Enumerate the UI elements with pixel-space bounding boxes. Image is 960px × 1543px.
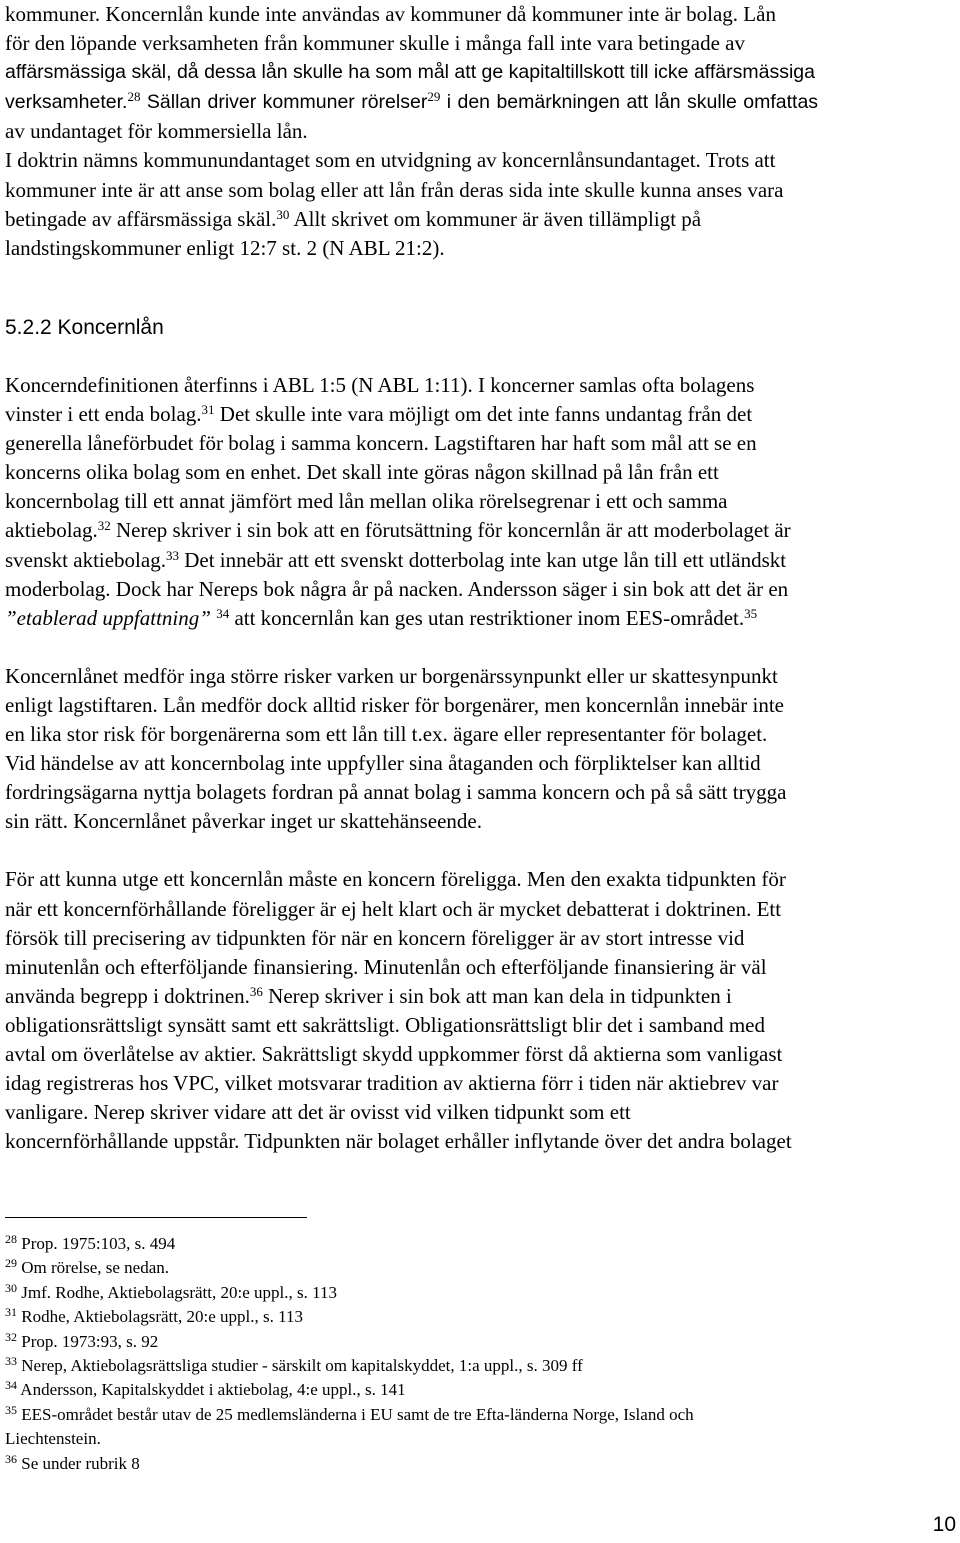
text-line: när ett koncernförhållande föreligger är ej helt klart och är mycket debatterat i doktrinen. Ett xyxy=(5,896,782,921)
text-line: För att kunna utge ett koncernlån måste en koncern föreligga. Men den exakta tidpunkten för xyxy=(5,867,786,892)
text-line: Koncernlånet medför inga större risker varken ur borgenärssynpunkt eller ur skattesynpunkt xyxy=(5,663,778,688)
text-line: minutenlån och efterföljande finansiering. Minutenlån och efterföljande finansiering är väl xyxy=(5,954,767,979)
text-run: Allt skrivet om kommuner är även tillämpligt på xyxy=(289,206,702,231)
text-line: koncernförhållande uppstår. Tidpunkten när bolaget erhåller inflytande över det andra bolaget xyxy=(5,1129,792,1154)
text-line: kommuner inte är att anse som bolag eller att lån från deras sida inte skulle kunna anses vara xyxy=(5,177,784,202)
text-line: idag registreras hos VPC, vilket motsvarar tradition av aktierna förr i tiden när aktiebrev var xyxy=(5,1071,779,1096)
footnote-item xyxy=(5,1232,955,1256)
text-line: koncerns olika bolag som en enhet. Det skall inte göras någon skillnad på lån från ett xyxy=(5,460,719,485)
text-line: vanligare. Nerep skriver vidare att det är ovisst vid vilken tidpunkt som ett xyxy=(5,1100,631,1125)
text-line: affärsmässiga skäl, då dessa lån skulle ha som mål att ge kapitaltillskott till icke affärsmässiga xyxy=(5,61,815,84)
text-run: svenskt aktiebolag. xyxy=(5,547,166,572)
footnote-ref[interactable]: 36 xyxy=(249,983,263,999)
text-line xyxy=(5,87,957,117)
footnote-divider xyxy=(5,1217,307,1218)
footnote-text: Nerep, Aktiebolagsrättsliga studier - särskilt om kapitalskyddet, 1:a uppl., s. 309 ff xyxy=(17,1356,583,1376)
footnote-item xyxy=(5,1403,955,1427)
text-line: obligationsrättsligt synsätt samt ett sakrättsligt. Obligationsrättsligt blir det i samband med xyxy=(5,1012,765,1037)
text-run: Sällan driver kommuner rörelser xyxy=(140,91,428,114)
paragraph-3 xyxy=(5,662,957,837)
footnote-number: 35 xyxy=(5,1402,17,1417)
text-line: generella låneförbudet för bolag i samma koncern. Lagstiftaren har haft som mål att se en xyxy=(5,431,757,456)
text-line xyxy=(5,604,957,633)
text-run: aktiebolag. xyxy=(5,518,98,543)
text-line: landstingskommuner enligt 12:7 st. 2 (N ABL 21:2). xyxy=(5,235,445,260)
footnote-number: 36 xyxy=(5,1451,17,1466)
footnote-text: Jmf. Rodhe, Aktiebolagsrätt, 20:e uppl., s. 113 xyxy=(17,1282,337,1302)
text-run: Det innebär att ett svenskt dotterbolag inte kan utge lån till ett utländskt xyxy=(178,547,787,572)
text-line: av undantaget för kommersiella lån. xyxy=(5,119,308,144)
footnote-ref[interactable]: 30 xyxy=(276,206,290,222)
footnote-text: Andersson, Kapitalskyddet i aktiebolag, 4:e uppl., s. 141 xyxy=(17,1380,406,1400)
text-line: koncernbolag till ett annat jämfört med lån mellan olika rörelsegrenar i ett och samma xyxy=(5,489,728,514)
footnote-text: EES-området består utav de 25 medlemsländerna i EU samt de tre Efta-länderna Norge, Island och xyxy=(17,1404,694,1424)
footnote-ref[interactable]: 33 xyxy=(165,547,179,563)
footnote-text: Rodhe, Aktiebolagsrätt, 20:e uppl., s. 113 xyxy=(17,1307,303,1327)
text-line: kommuner. Koncernlån kunde inte användas av kommuner då kommuner inte är bolag. Lån xyxy=(5,2,776,26)
text-line: enligt lagstiftaren. Lån medför dock alltid risker för borgenärer, men koncernlån innebär inte xyxy=(5,692,784,717)
footnote-item xyxy=(5,1354,955,1378)
footnote-text: Se under rubrik 8 xyxy=(17,1453,140,1473)
footnote-number: 33 xyxy=(5,1354,17,1369)
text-run: Nerep skriver i sin bok att en förutsättning för koncernlån är att moderbolaget är xyxy=(110,518,791,543)
text-line xyxy=(5,205,957,234)
body-text-lower xyxy=(5,371,957,1156)
text-line: försök till precisering av tidpunkten för när en koncern föreligger är av stort intresse vid xyxy=(5,925,745,950)
text-run: vinster i ett enda bolag. xyxy=(5,402,202,427)
footnotes xyxy=(5,1232,955,1476)
text-run: betingade av affärsmässiga skäl. xyxy=(5,206,277,231)
text-line xyxy=(5,400,957,429)
footnote-ref[interactable]: 32 xyxy=(97,518,111,534)
footnote-text: Liechtenstein. xyxy=(5,1429,101,1449)
footnote-number: 28 xyxy=(5,1232,17,1246)
italic-quote: ”etablerad uppfattning” xyxy=(5,605,211,630)
footnote-number: 34 xyxy=(5,1378,17,1393)
paragraph-4 xyxy=(5,865,957,1156)
footnote-text: Prop. 1975:103, s. 494 xyxy=(17,1234,176,1253)
footnote-ref[interactable]: 28 xyxy=(127,89,141,105)
text-line: Vid händelse av att koncernbolag inte uppfyller sina åtaganden och förpliktelser kan alltid xyxy=(5,751,761,776)
text-line xyxy=(5,516,957,545)
footnote-text: Om rörelse, se nedan. xyxy=(17,1258,170,1278)
paragraph-gap xyxy=(5,633,957,662)
paragraph-1 xyxy=(5,0,957,263)
paragraph-2 xyxy=(5,371,957,633)
footnote-item xyxy=(5,1330,955,1354)
footnote-number: 29 xyxy=(5,1256,17,1271)
text-run: verksamheter. xyxy=(5,91,128,114)
footnote-item xyxy=(5,1452,955,1476)
paragraph-gap xyxy=(5,836,957,865)
body-text xyxy=(5,0,957,263)
footnote-number: 31 xyxy=(5,1305,17,1320)
section-heading: 5.2.2 Koncernlån xyxy=(5,316,164,339)
footnote-text: Prop. 1973:93, s. 92 xyxy=(17,1331,159,1351)
footnote-ref[interactable]: 29 xyxy=(427,89,441,105)
page-number: 10 xyxy=(932,1513,956,1536)
text-line: I doktrin nämns kommunundantaget som en utvidgning av koncernlånsundantaget. Trots att xyxy=(5,148,776,173)
footnote-ref[interactable]: 34 xyxy=(216,605,230,621)
footnote-item xyxy=(5,1281,955,1305)
text-run: Nerep skriver i sin bok att man kan dela in tidpunkten i xyxy=(262,983,732,1008)
text-run: Det skulle inte vara möjligt om det inte fanns undantag från det xyxy=(214,402,753,427)
footnote-item xyxy=(5,1256,955,1280)
footnote-item xyxy=(5,1378,955,1402)
footnote-item xyxy=(5,1305,955,1329)
footnote-item-continuation xyxy=(5,1427,955,1451)
text-line: sin rätt. Koncernlånet påverkar inget ur skattehänseende. xyxy=(5,809,482,834)
text-run: använda begrepp i doktrinen. xyxy=(5,983,250,1008)
text-run: att koncernlån kan ges utan restriktioner inom EES-området. xyxy=(229,605,745,630)
text-line: moderbolag. Dock har Nereps bok några år på nacken. Andersson säger i sin bok att det är en xyxy=(5,576,789,601)
text-line: en lika stor risk för borgenärerna som ett lån till t.ex. ägare eller representanter för bolaget. xyxy=(5,722,768,747)
text-line xyxy=(5,982,957,1011)
text-line: fordringsägarna nyttja bolagets fordran på annat bolag i samma koncern och på så sätt trygga xyxy=(5,780,787,805)
footnote-number: 32 xyxy=(5,1329,17,1344)
text-line: avtal om överlåtelse av aktier. Sakrättsligt skydd uppkommer först då aktierna som vanligast xyxy=(5,1041,783,1066)
text-line: för den löpande verksamheten från kommuner skulle i många fall inte vara betingade av xyxy=(5,31,745,56)
text-run: i den bemärkningen att lån skulle omfattas xyxy=(440,91,819,114)
text-line: Koncerndefinitionen återfinns i ABL 1:5 (N ABL 1:11). I koncerner samlas ofta bolagens xyxy=(5,373,755,397)
footnote-ref[interactable]: 31 xyxy=(201,402,215,418)
text-line xyxy=(5,546,957,575)
footnote-ref[interactable]: 35 xyxy=(744,605,758,621)
footnote-number: 30 xyxy=(5,1280,17,1295)
